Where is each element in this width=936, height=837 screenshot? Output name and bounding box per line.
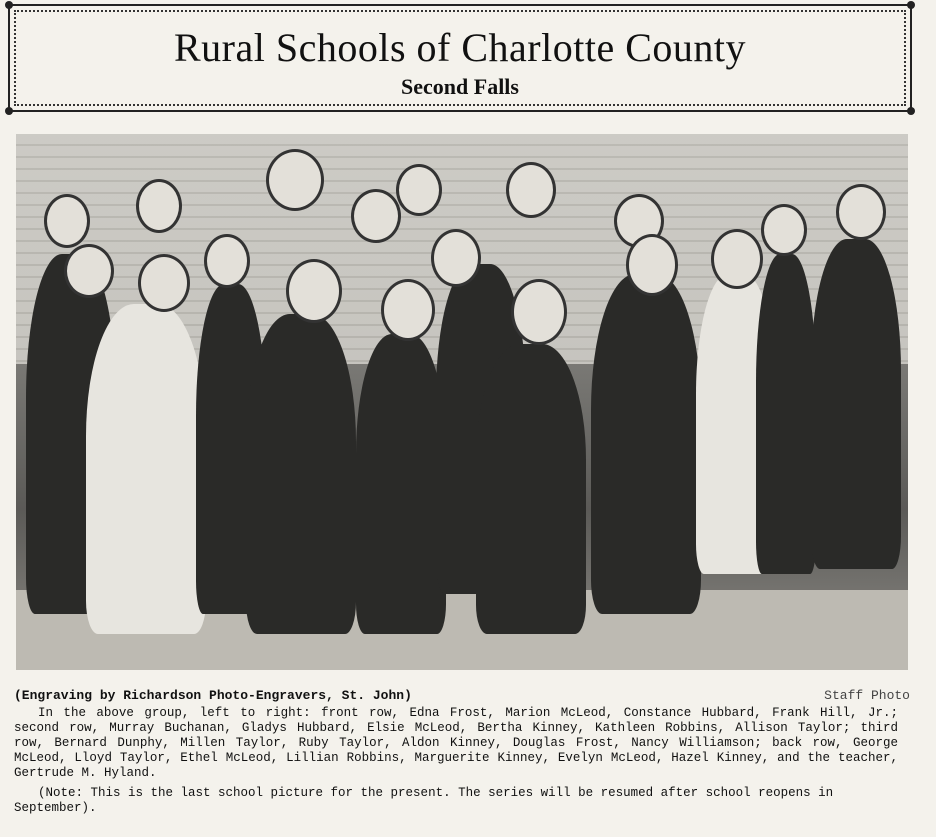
corner-ornament <box>5 107 13 115</box>
person-head <box>761 204 807 256</box>
header-frame <box>8 4 912 112</box>
person-head <box>431 229 481 287</box>
page-subtitle: Second Falls <box>401 74 519 99</box>
caption-note: (Note: This is the last school picture for the present. The series will be resumed after school reopens in September). <box>14 786 834 815</box>
person-head <box>836 184 886 240</box>
person-head <box>711 229 763 289</box>
person-head <box>204 234 250 288</box>
person-head <box>381 279 435 341</box>
person-head <box>64 244 114 298</box>
engraving-credit: (Engraving by Richardson Photo-Engravers, St. John) <box>14 688 412 703</box>
person-figure <box>591 274 701 614</box>
corner-ornament <box>907 107 915 115</box>
photo-caption: In the above group, left to right: front row, Edna Frost, Marion McLeod, Constance Hubbard, Frank Hill, Jr.; second row, Murray Buchanan, Gladys Hubbard, Elsie McLeod, Bertha Kinney, Kathleen Robbins, Allison Taylor; third row, Bernard Dunphy, Millen Taylor, Ruby Taylor, Aldon Kinney, Douglas Frost, Nancy Williamson; back row, George McLeod, Lloyd Taylor, Ethel McLeod, Lillian Robbins, Marguerite Kinney, Evelyn McLeod, Hazel Kinney, and the teacher, Gertrude M. Hyland. <box>14 706 898 780</box>
person-head <box>511 279 567 345</box>
person-head <box>136 179 182 233</box>
person-head <box>626 234 678 296</box>
person-head <box>351 189 401 243</box>
school-group-photo <box>16 134 908 670</box>
person-head <box>286 259 342 323</box>
person-head <box>506 162 556 218</box>
person-figure <box>356 334 446 634</box>
person-head <box>44 194 90 248</box>
person-head <box>266 149 324 211</box>
person-figure <box>86 304 206 634</box>
person-figure <box>246 314 356 634</box>
person-figure <box>756 254 816 574</box>
corner-ornament <box>907 1 915 9</box>
person-figure <box>811 239 901 569</box>
person-head <box>396 164 442 216</box>
person-head <box>138 254 190 312</box>
corner-ornament <box>5 1 13 9</box>
page-title: Rural Schools of Charlotte County <box>173 25 746 70</box>
person-figure <box>476 344 586 634</box>
photo-credit-line <box>14 688 910 703</box>
staff-photo-credit: Staff Photo <box>824 688 910 703</box>
